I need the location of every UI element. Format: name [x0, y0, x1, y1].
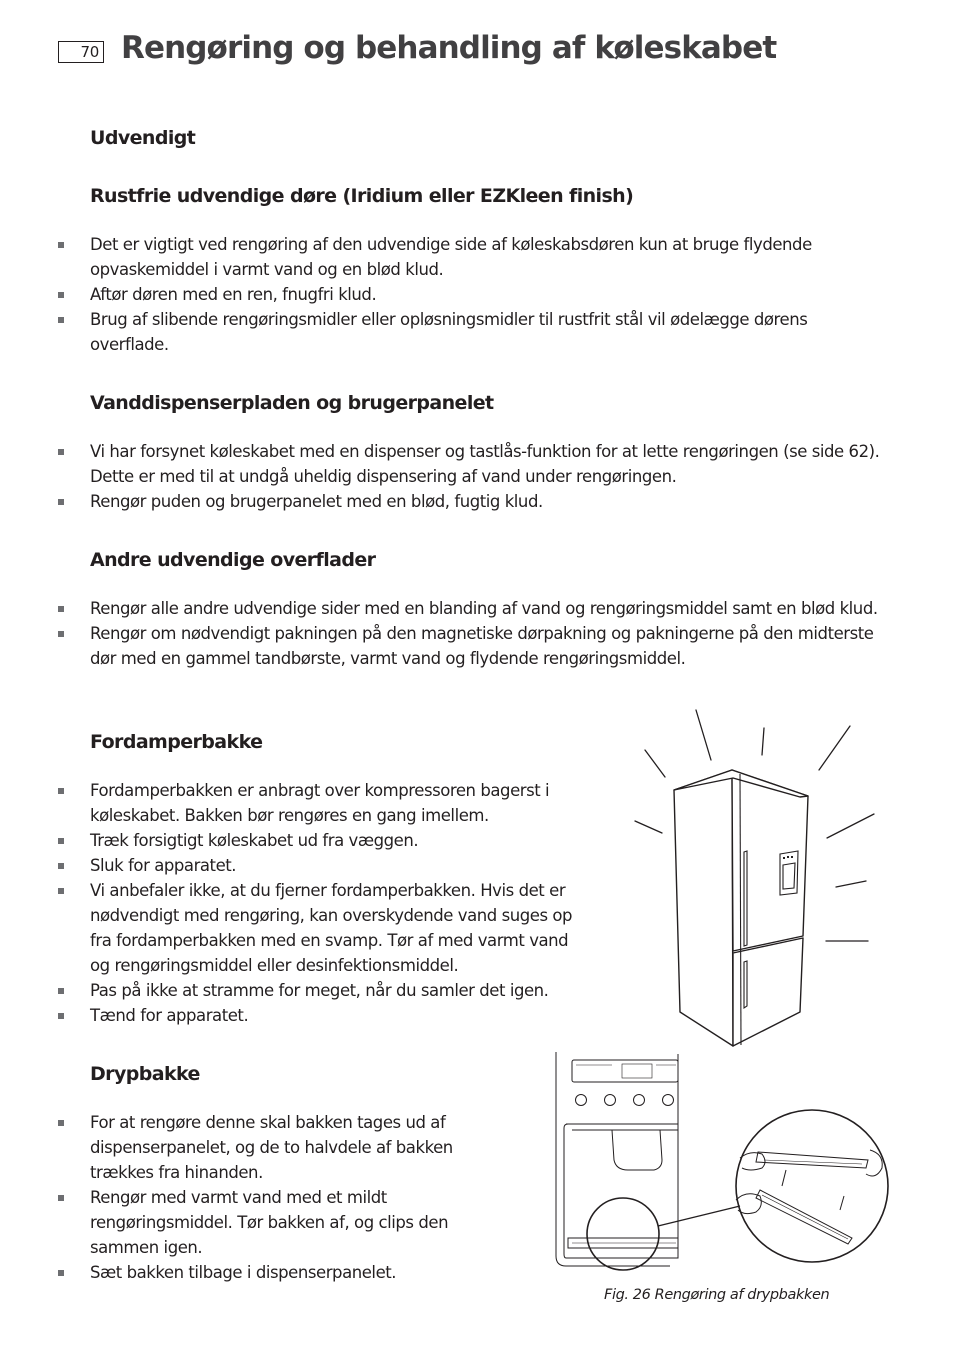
page-number: 70: [58, 41, 104, 63]
drip-tray-list: [0, 1110, 472, 1285]
dispenser-list: [0, 439, 885, 514]
list-item: Sæt bakken tilbage i dispenserpanelet.: [0, 1260, 472, 1285]
list-item: Vi anbefaler ikke, at du fjerner fordamperbakken. Hvis det er nødvendigt med rengøring, kan overskydende vand suges op fra fordamperbakken med en svamp. Tør af med varmt vand og rengøringsmiddel eller desinfektionsmiddel.: [0, 878, 578, 978]
list-item: Fordamperbakken er anbragt over kompressoren bagerst i køleskabet. Bakken bør rengøres en gang imellem.: [0, 778, 578, 828]
evaporator-list: [0, 778, 578, 1028]
drip-tray-illustration: [550, 1050, 890, 1280]
list-item: Vi har forsynet køleskabet med en dispenser og tastlås-funktion for at lette rengøringen (se side 62). Dette er med til at undgå uheldig dispensering af vand under rengøringen.: [0, 439, 885, 489]
list-item: Rengør alle andre udvendige sider med en blanding af vand og rengøringsmiddel samt en blød klud.: [0, 596, 895, 621]
list-item: Tænd for apparatet.: [0, 1003, 578, 1028]
refrigerator-illustration: [620, 700, 880, 1050]
figure-caption: Fig. 26 Rengøring af drypbakken: [604, 1287, 830, 1303]
list-item: Rengør om nødvendigt pakningen på den magnetiske dørpakning og pakningerne på den midterste dør med en gammel tandbørste, varmt vand og flydende rengøringsmiddel.: [0, 621, 895, 671]
heading-dispenser: Vanddispenserpladen og brugerpanelet: [90, 392, 494, 414]
list-item: Pas på ikke at stramme for meget, når du samler det igen.: [0, 978, 578, 1003]
heading-stainless-doors: Rustfrie udvendige døre (Iridium eller EZKleen finish): [90, 185, 634, 207]
list-item: Det er vigtigt ved rengøring af den udvendige side af køleskabsdøren kun at bruge flydende opvaskemiddel i varmt vand og en blød klud.: [0, 232, 880, 282]
list-item: For at rengøre denne skal bakken tages ud af dispenserpanelet, og de to halvdele af bakken trækkes fra hinanden.: [0, 1110, 472, 1185]
other-surfaces-list: [0, 596, 895, 671]
heading-evaporator-tray: Fordamperbakke: [90, 731, 263, 753]
heading-exterior: Udvendigt: [90, 127, 196, 149]
list-item: Brug af slibende rengøringsmidler eller opløsningsmidler til rustfrit stål vil ødelægge dørens overflade.: [0, 307, 880, 357]
heading-other-surfaces: Andre udvendige overflader: [90, 549, 376, 571]
stainless-list: [0, 232, 880, 357]
list-item: Træk forsigtigt køleskabet ud fra væggen.: [0, 828, 578, 853]
list-item: Rengør puden og brugerpanelet med en blød, fugtig klud.: [0, 489, 885, 514]
heading-drip-tray: Drypbakke: [90, 1063, 200, 1085]
list-item: Sluk for apparatet.: [0, 853, 578, 878]
page-title: Rengøring og behandling af køleskabet: [121, 30, 777, 66]
list-item: Rengør med varmt vand med et mildt rengøringsmiddel. Tør bakken af, og clips den sammen igen.: [0, 1185, 472, 1260]
list-item: Aftør døren med en ren, fnugfri klud.: [0, 282, 880, 307]
